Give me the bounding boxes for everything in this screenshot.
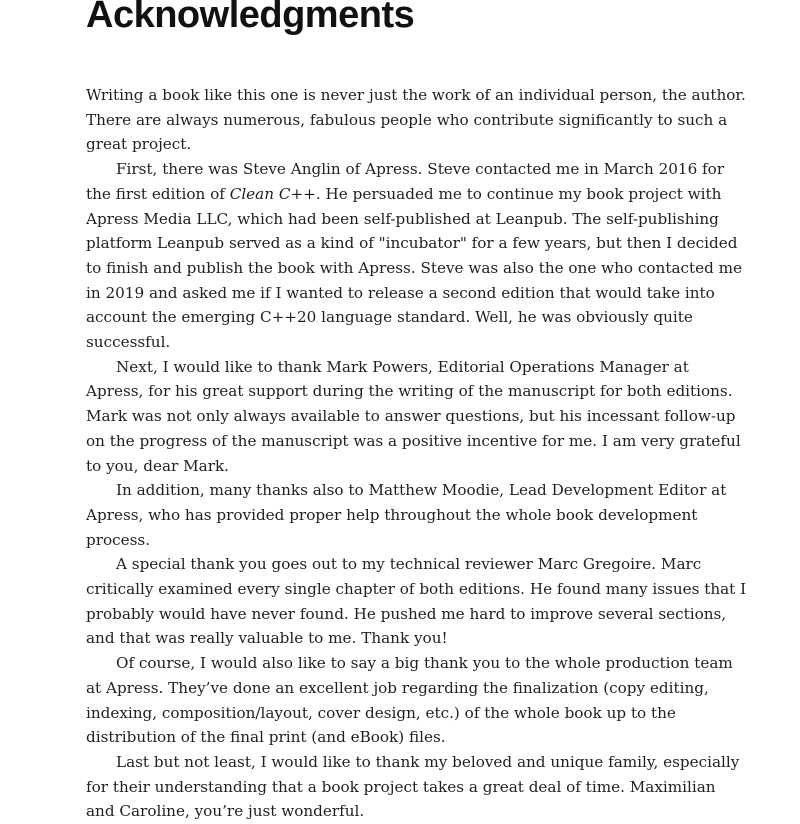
paragraph-family: Last but not least, I would like to thank my beloved and unique family, especially for their understanding that a book project takes a great deal of time. Maximilian and Caroline, you’re just wonderful. (86, 752, 740, 821)
paragraph-intro: Writing a book like this one is never just the work of an individual person, the author. There are always numerous, fabulous people who contribute significantly to such a great project. (86, 86, 746, 154)
paragraph-marc-gregoire: A special thank you goes out to my technical reviewer Marc Gregoire. Marc critically examined every single chapter of both editions. He found many issues that I probably would have never found. He pushed me hard to improve several sections, and that was really valuable to me. Thank you! (86, 555, 747, 648)
paragraph-production-team: Of course, I would also like to say a big thank you to the whole production team at Apress. They’ve done an excellent job regarding the finalization (copy editing, indexing, composition/layout, cover design, etc.) of the whole book up to the distribution of the final print (and eBook) files. (86, 654, 733, 747)
paragraph-steve-anglin (86, 157, 748, 355)
page-title: Acknowledgments (86, 0, 415, 36)
paragraph-text: First, there was Steve Anglin of Apress. Steve contacted me in March 2016 for the first edition of (86, 160, 725, 203)
paragraph-matthew-moodie: In addition, many thanks also to Matthew Moodie, Lead Development Editor at Apress, who has provided proper help throughout the whole book development process. (86, 481, 727, 549)
book-title: Clean C++ (229, 184, 316, 203)
paragraph-text: . He persuaded me to continue my book project with Apress Media LLC, which had been self-published at Leanpub. The self-publishing platform Leanpub served as a kind of "incubator" for a few years, but then I decided to finish and publish the book with Apress. Steve was also the one who contacted me in 2019 and asked me if I wanted to release a second edition that would take into account the emerging C++20 language standard. Well, he was obviously quite successful. (86, 184, 743, 352)
paragraph-mark-powers: Next, I would like to thank Mark Powers, Editorial Operations Manager at Apress, for his great support during the writing of the manuscript for both editions. Mark was not only always available to answer questions, but his incessant follow-up on the progress of the manuscript was a positive incentive for me. I am very grateful to you, dear Mark. (86, 357, 741, 475)
acknowledgments-body (86, 83, 748, 824)
